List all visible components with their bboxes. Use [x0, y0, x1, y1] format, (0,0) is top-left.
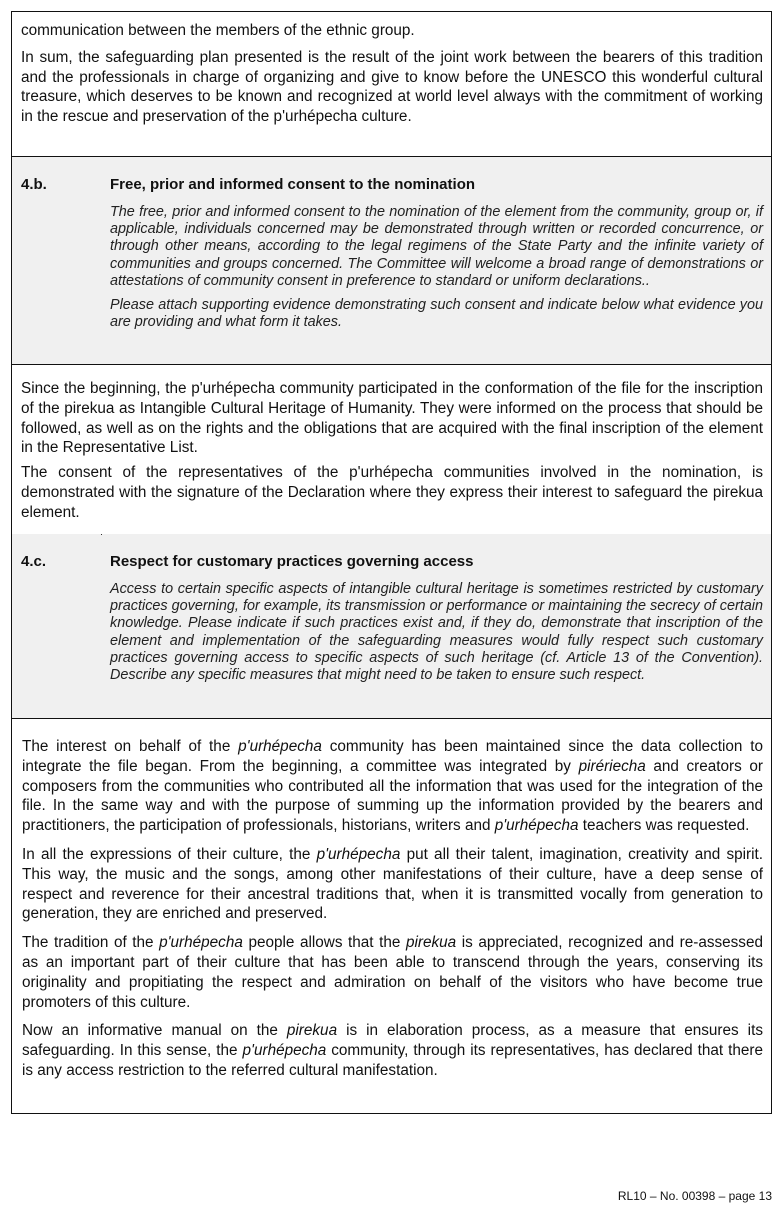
- section-top-text: [12, 12, 771, 157]
- text-run: The interest on behalf of the: [22, 738, 239, 755]
- italic-term: p'urhépecha: [238, 738, 322, 755]
- page-footer: RL10 – No. 00398 – page 13: [617, 1189, 772, 1203]
- text-run: and creators or composers from the communities who contributed all the information that was used for the integration of the file. In the same way and with the purpose of summing up the information provided by the bearers and practitioners, the participation of professionals, historians, writers and: [22, 757, 763, 835]
- text-run: Now an informative manual on the: [22, 1022, 287, 1040]
- instruction-paragraph: The free, prior and informed consent to the nomination of the element from the community, group or, if applicable, individuals concerned may be demonstrated through written or recorded concurrence, or through other means, according to the legal regimens of the State Party and the infinite variety of communities and groups concerned. The Committee will welcome a broad range of demonstrations or attestations of community consent in preference to standard or uniform declarations..: [110, 204, 763, 289]
- text-run: is appreciated, recognized and re-assessed as an important part of their culture that has been able to transcend through the years, conserving its originality and propitiating the respect and admiration on behalf of the visitors who have become true promoters of this culture.: [22, 934, 763, 1011]
- section-number: 4.b.: [21, 176, 47, 193]
- text-run: community has been maintained since the data collection to integrate the file began. From the beginning, a committee was integrated by: [22, 738, 763, 775]
- section-number: 4.c.: [21, 553, 47, 570]
- italic-term: pirekua: [405, 934, 457, 952]
- text-run: In all the expressions of their culture, the: [22, 845, 317, 863]
- text-run: community, through its representatives, has declared that there is any access restriction to the referred cultural manifestation.: [22, 1042, 763, 1079]
- response-paragraph: Since the beginning, the p'urhépecha community participated in the conformation of the file for the inscription of the pirekua as Intangible Cultural Heritage of Humanity. They were informed on the process that should be followed, as well as on the rights and the obligations that are acquired with the final inscription of the element in the Representative List.: [21, 380, 763, 457]
- section-title: Respect for customary practices governing access: [110, 553, 474, 570]
- italic-term: pirekua: [286, 1022, 338, 1040]
- section-title: Free, prior and informed consent to the nomination: [110, 176, 476, 193]
- text-run: people allows that the: [242, 934, 406, 952]
- italic-term: p'urhépecha: [494, 817, 579, 835]
- response-paragraph: [22, 845, 763, 924]
- italic-term: pirériecha: [578, 757, 646, 775]
- text-run: put all their talent, imagination, creativity and spirit. This way, the music and the songs, among other manifestations of their culture, have a deep sense of respect and reverence for their ancestral traditions that, when it is transmitted vocally from generation to generation, they are enriched and preserved.: [22, 845, 763, 923]
- section-4c-response: [12, 719, 771, 1113]
- italic-term: p'urhépecha: [316, 845, 401, 863]
- instruction-paragraph: Please attach supporting evidence demonstrating such consent and indicate below what evidence you are providing and what form it takes.: [110, 297, 763, 331]
- section-4b-header: [12, 157, 771, 364]
- text-run: is in elaboration process, as a measure that ensures its safeguarding. In this sense, the: [22, 1022, 763, 1060]
- response-paragraph: [22, 737, 763, 836]
- paragraph: communication between the members of the ethnic group.: [21, 22, 415, 39]
- section-4b-response: [12, 365, 771, 534]
- instruction-paragraph: Access to certain specific aspects of intangible cultural heritage is sometimes restricted by customary practices governing, for example, its transmission or performance or maintaining the secrecy of certain knowledge. Please indicate if such practices exist and, if they do, demonstrate that inscription of the element and implementation of the safeguarding measures would fully respect such customary practices governing access to specific aspects of such heritage (cf. Article 13 of the Convention). Describe any specific measures that might need to be taken to ensure such respect.: [110, 581, 763, 684]
- text-run: teachers was requested.: [578, 817, 750, 835]
- response-paragraph: The consent of the representatives of the p'urhépecha communities involved in the nomination, is demonstrated with the signature of the Declaration where they express their interest to safeguard the pirekua element.: [21, 464, 763, 521]
- paragraph: In sum, the safeguarding plan presented is the result of the joint work between the bearers of this tradition and the professionals in charge of organizing and give to know before the UNESCO this wonderful cultural treasure, which deserves to be known and recognized at world level always with the commitment of working in the rescue and preservation of the p'urhépecha culture.: [21, 48, 763, 126]
- section-instructions: [110, 204, 763, 331]
- response-paragraph: [22, 1021, 763, 1080]
- form-frame: [11, 11, 772, 1114]
- section-4c-header: [12, 534, 771, 718]
- italic-term: p'urhépecha: [242, 1042, 327, 1060]
- stray-dot: [101, 534, 102, 535]
- section-instructions: [110, 581, 763, 684]
- response-paragraph: [22, 933, 763, 1012]
- text-run: The tradition of the: [22, 934, 160, 952]
- italic-term: p'urhépecha: [159, 934, 243, 952]
